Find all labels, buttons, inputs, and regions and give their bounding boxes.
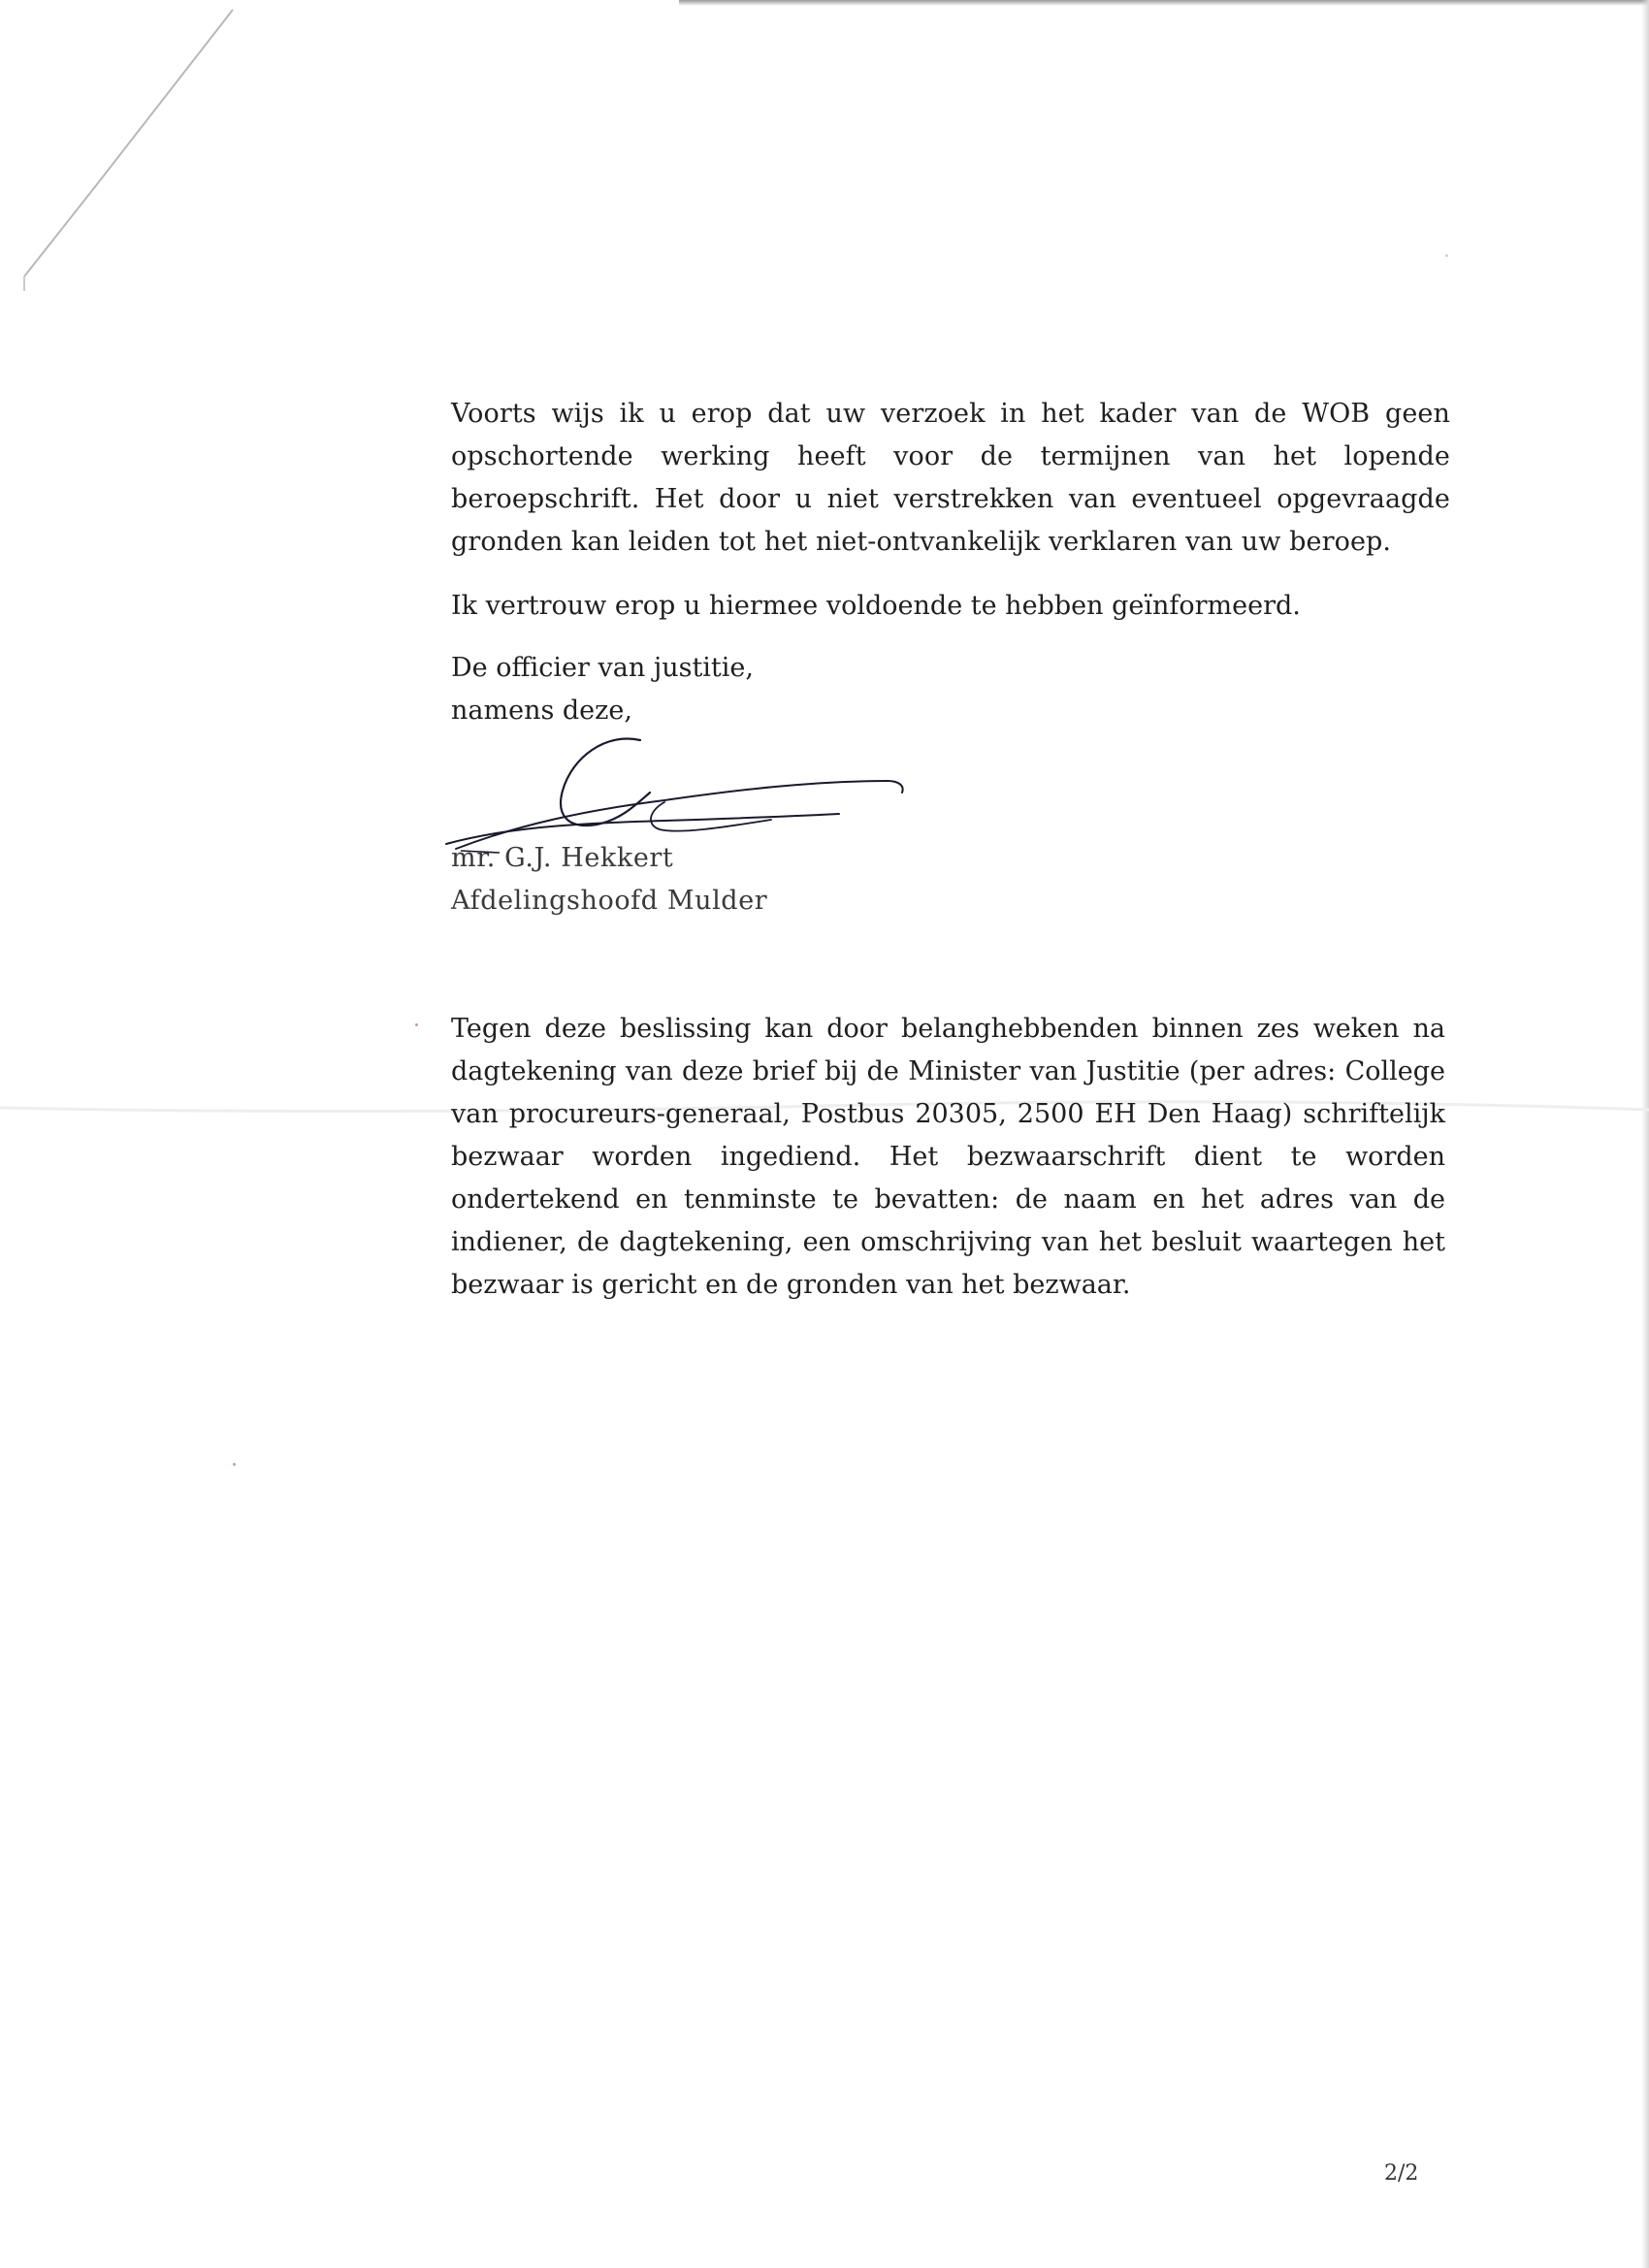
scan-speck [233, 1463, 236, 1466]
folded-corner-mark [0, 0, 252, 291]
signer-name: mr. G.J. Hekkert [451, 843, 674, 873]
wob-notice-paragraph: Voorts wijs ik u erop dat uw verzoek in het kader van de WOB geen opschortende werking heeft voor de termijnen van het lopende beroepschrift. Het door u niet verstrekken van eventueel opgevraagde gronden kan leiden tot het niet-ontvankelijk verklaren van uw beroep. [451, 399, 1450, 557]
signature-area [441, 732, 1460, 859]
scan-top-edge [679, 0, 1649, 6]
closing-sentence: Ik vertrouw erop u hiermee voldoende te hebben geïnformeerd. [451, 591, 1301, 621]
closing-line-officer: De officier van justitie, [451, 653, 754, 683]
closing-block [451, 647, 1460, 732]
scan-speck [415, 1023, 418, 1026]
letter-body [451, 393, 1460, 1307]
handwritten-signature [441, 732, 946, 859]
signer-title: Afdelingshoofd Mulder [451, 886, 768, 916]
page-number: 2/2 [1384, 2161, 1419, 2186]
scan-speck [1445, 254, 1448, 257]
closing-line-on-behalf: namens deze, [451, 696, 632, 726]
objection-notice-paragraph: Tegen deze beslissing kan door belanghebbenden binnen zes weken na dagtekening van deze brief bij de Minister van Justitie (per adres: College van procureurs-generaal, Postbus 20305, 2500 EH Den Haag) schriftelijk bezwaar worden ingediend. Het bezwaarschrift dient te worden ondertekend en tenminste te bevatten: de naam en het adres van de indiener, de dagtekening, een omschrijving van het besluit waartegen het bezwaar is gericht en de gronden van het bezwaar. [451, 1014, 1445, 1300]
scan-right-edge [1641, 0, 1649, 2268]
